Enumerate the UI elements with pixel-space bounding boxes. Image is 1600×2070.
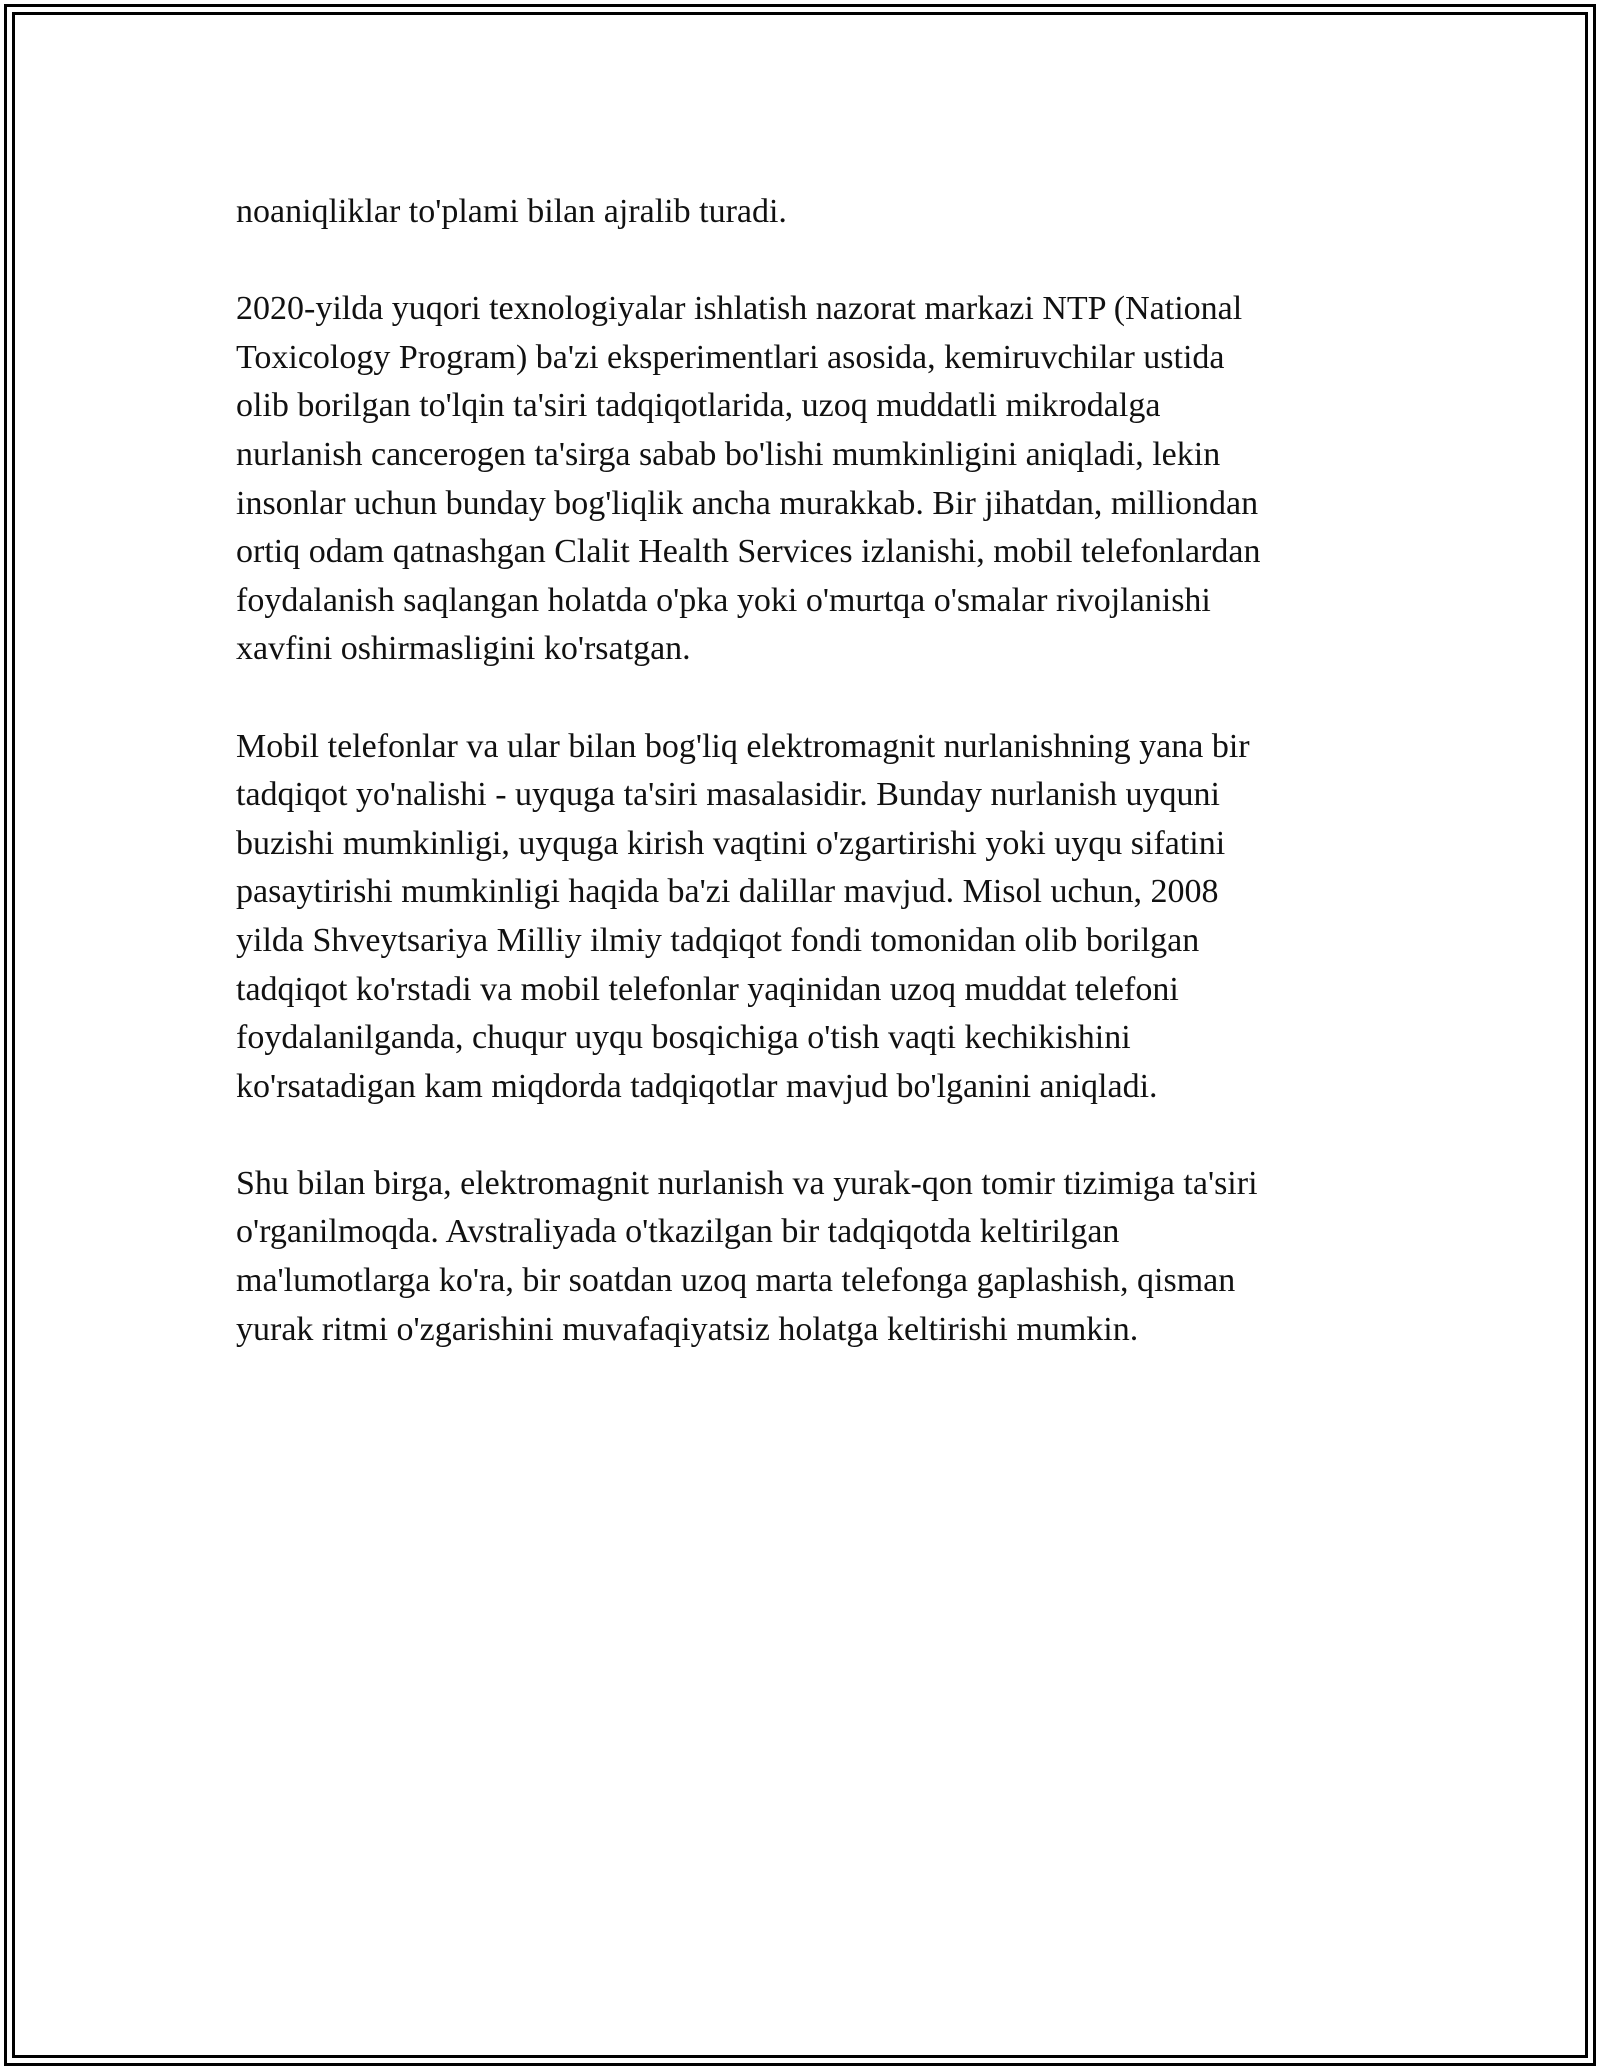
document-body <box>236 188 1366 1403</box>
paragraph-1: noaniqliklar to'plami bilan ajralib turadi. <box>236 193 787 230</box>
paragraph-4: Shu bilan birga, elektromagnit nurlanish va yurak-qon tomir tizimiga ta'siri o'rganilmoqda. Avstraliyada o'tkazilgan bir tadqiqotda keltirilgan ma'lumotlarga ko'ra, bir soatdan uzoq marta telefonga gaplashish, qisman yurak ritmi o'zgarishini muvafaqiyatsiz holatga keltirishi mumkin. <box>236 1164 1258 1348</box>
paragraph-2: 2020-yilda yuqori texnologiyalar ishlatish nazorat markazi NTP (National Toxicology Program) ba'zi eksperimentlari asosida, kemiruvchilar ustida olib borilgan to'lqin ta'siri tadqiqotlarida, uzoq muddatli mikrodalga nurlanish cancerogen ta'sirga sabab bo'lishi mumkinligini aniqladi, lekin insonlar uchun bunday bog'liqlik ancha murakkab. Bir jihatdan, milliondan ortiq odam qatnashgan Clalit Health Services izlanishi, mobil telefonlardan foydalanish saqlangan holatda o'pka yoki o'murtqa o'smalar rivojlanishi xavfini oshirmasligini ko'rsatgan. <box>236 290 1261 668</box>
paragraph-3: Mobil telefonlar va ular bilan bog'liq elektromagnit nurlanishning yana bir tadqiqot yo'nalishi - uyquga ta'siri masalasidir. Bunday nurlanish uyquni buzishi mumkinligi, uyquga kirish vaqtini o'zgartirishi yoki uyqu sifatini pasaytirishi mumkinligi haqida ba'zi dalillar mavjud. Misol uchun, 2008 yilda Shveytsariya Milliy ilmiy tadqiqot fondi tomonidan olib borilgan tadqiqot ko'rstadi va mobil telefonlar yaqinidan uzoq muddat telefoni foydalanilganda, chuqur uyqu bosqichiga o'tish vaqti kechikishini ko'rsatadigan kam miqdorda tadqiqotlar mavjud bo'lganini aniqladi. <box>236 727 1250 1105</box>
